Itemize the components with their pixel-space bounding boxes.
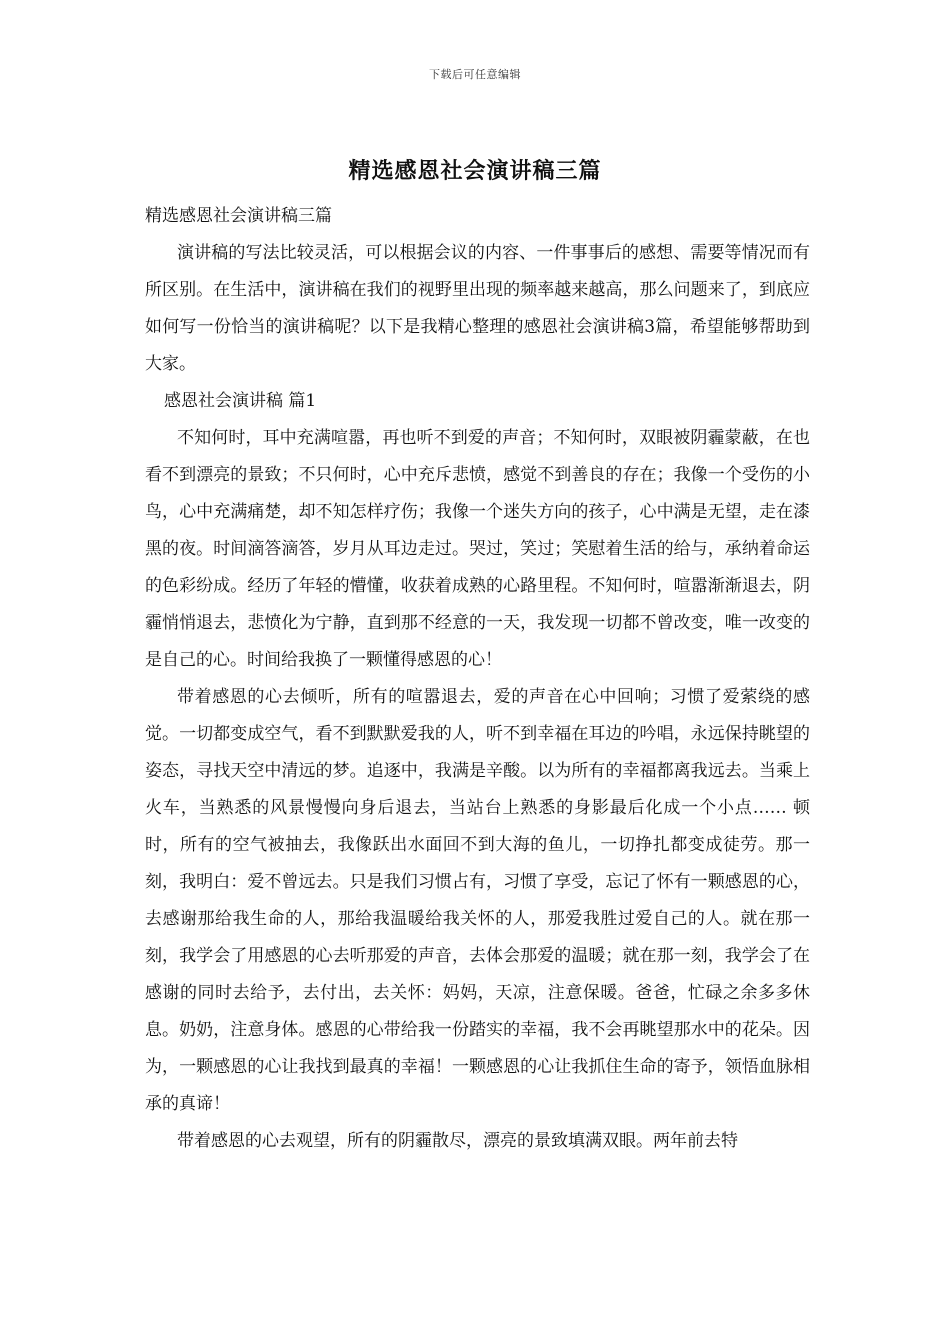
header-note: 下载后可任意编辑 [429,68,521,81]
section-heading: 感恩社会演讲稿 篇1 [164,391,317,411]
document-title: 精选感恩社会演讲稿三篇 [348,158,602,184]
subtitle-line: 精选感恩社会演讲稿三篇 [145,206,332,226]
document-body [145,198,810,1160]
intro-paragraph: 演讲稿的写法比较灵活，可以根据会议的内容、一件事事后的感想、需要等情况而有所区别。在生活中，演讲稿在我们的视野里出现的频率越来越高，那么问题来了，到底应如何写一份恰当的演讲稿呢？以下是我精心整理的感恩社会演讲稿3篇，希望能够帮助到大家。 [145,243,810,374]
body-paragraph-1: 不知何时，耳中充满喧嚣，再也听不到爱的声音；不知何时，双眼被阴霾蒙蔽，在也看不到漂亮的景致；不只何时，心中充斥悲愤，感觉不到善良的存在；我像一个受伤的小鸟，心中充满痛楚，却不知怎样疗伤；我像一个迷失方向的孩子，心中满是无望，走在漆黑的夜。时间滴答滴答，岁月从耳边走过。哭过，笑过；笑慰着生活的给与，承纳着命运的色彩纷成。经历了年轻的懵懂，收获着成熟的心路里程。不知何时，喧嚣渐渐退去，阴霾悄悄退去，悲愤化为宁静，直到那不经意的一天，我发现一切都不曾改变，唯一改变的是自己的心。时间给我换了一颗懂得感恩的心！ [145,428,810,670]
body-paragraph-2: 带着感恩的心去倾听，所有的喧嚣退去，爱的声音在心中回响；习惯了爱萦绕的感觉。一切都变成空气，看不到默默爱我的人，听不到幸福在耳边的吟唱，永远保持眺望的姿态，寻找天空中清远的梦。追逐中，我满是辛酸。以为所有的幸福都离我远去。当乘上火车，当熟悉的风景慢慢向身后退去，当站台上熟悉的身影最后化成一个小点…… 顿时，所有的空气被抽去，我像跃出水面回不到大海的鱼儿，一切挣扎都变成徒劳。那一刻，我明白：爱不曾远去。只是我们习惯占有，习惯了享受，忘记了怀有一颗感恩的心，去感谢那给我生命的人，那给我温暖给我关怀的人，那爱我胜过爱自己的人。就在那一刻，我学会了用感恩的心去听那爱的声音，去体会那爱的温暖；就在那一刻，我学会了在感谢的同时去给予，去付出，去关怀：妈妈，天凉，注意保暖。爸爸，忙碌之余多多休息。奶奶，注意身体。感恩的心带给我一份踏实的幸福，我不会再眺望那水中的花朵。因为，一颗感恩的心让我找到最真的幸福！一颗感恩的心让我抓住生命的寄予，领悟血脉相承的真谛！ [145,687,810,1114]
body-paragraph-3: 带着感恩的心去观望，所有的阴霾散尽，漂亮的景致填满双眼。两年前去特 [177,1131,738,1151]
